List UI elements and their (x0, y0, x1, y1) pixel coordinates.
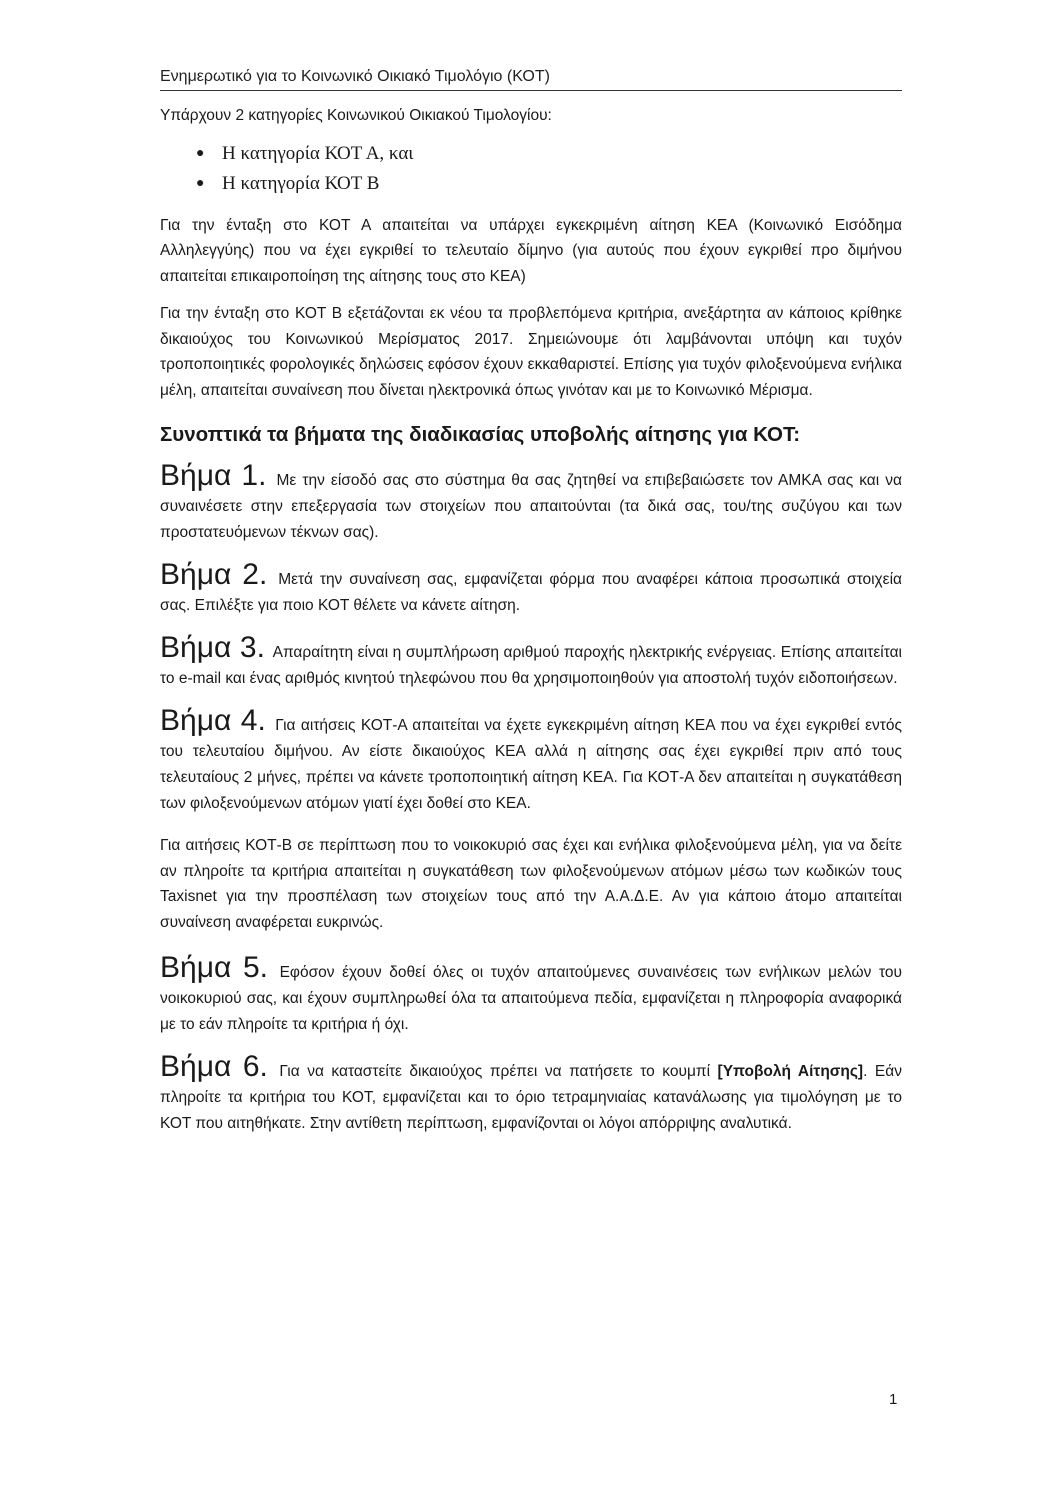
kot-a-paragraph: Για την ένταξη στο ΚΟΤ Α απαιτείται να υπάρχει εγκεκριμένη αίτηση ΚΕΑ (Κοινωνικό Εισόδημα Αλληλεγγύης) που να έχει εγκριθεί το τελευταίο δίμηνο (για αυτούς που έχουν εγκριθεί προ διμήνου απαιτείται επικαιροποίηση της αίτησης τους στο ΚΕΑ) (160, 216, 902, 285)
step-5 (160, 951, 902, 1038)
document-body (160, 103, 902, 1153)
bullet-icon: ● (196, 145, 205, 161)
step-4 (160, 704, 902, 817)
category-list (160, 139, 902, 199)
step-1 (160, 459, 902, 546)
step-text: Εφόσον έχουν δοθεί όλες οι τυχόν απαιτούμενες συναινέσεις των ενήλικων μελών του νοικοκυριού σας, και έχουν συμπληρωθεί όλα τα απαιτούμενα πεδία, εμφανίζεται η πληροφορία αναφορικά με το εάν πληροίτε τα κριτήρια ή όχι. (160, 964, 902, 1033)
step-3 (160, 631, 902, 692)
step-text: Μετά την συναίνεση σας, εμφανίζεται φόρμα που αναφέρει κάποια προσωπικά στοιχεία σας. Επιλέξτε για ποιο ΚΟΤ θέλετε να κάνετε αίτηση. (160, 571, 902, 614)
step-6 (160, 1050, 902, 1137)
step-2 (160, 558, 902, 619)
step-text: . Εάν πληροίτε τα κριτήρια του ΚΟΤ, εμφανίζεται και το όριο τετραμηνιαίας κατανάλωσης για τιμολόγηση με το ΚΟΤ που αιτηθήκατε. Στην αντίθετη περίπτωση, εμφανίζονται οι λόγοι απόρριψης αναλυτικά. (160, 1063, 902, 1132)
step-label: Βήμα 3. (160, 631, 265, 664)
header-divider (160, 90, 902, 91)
kot-b-paragraph: Για την ένταξη στο ΚΟΤ Β εξετάζονται εκ νέου τα προβλεπόμενα κριτήρια, ανεξάρτητα αν κάποιος κρίθηκε δικαιούχος του Κοινωνικού Μερίσματος 2017. Σημειώνουμε ότι λαμβάνονται υπόψη και τυχόν τροποποιητικές φορολογικές δηλώσεις εφόσον έχουν εκκαθαριστεί. Επίσης για τυχόν φιλοξενούμενα ενήλικα μέλη, απαιτείται συναίνεση που δίνεται ηλεκτρονικά όπως γινόταν και με το Κοινωνικό Μέρισμα. (160, 305, 902, 399)
step-label: Βήμα 2. (160, 558, 268, 591)
submit-application-reference: [Υποβολή Αίτησης] (717, 1063, 864, 1080)
step-text: Απαραίτητη είναι η συμπλήρωση αριθμού παροχής ηλεκτρικής ενέργειας. Επίσης απαιτείται το e-mail και ένας αριθμός κινητού τηλεφώνου που θα χρησιμοποιηθούν για αποστολή τυχόν ειδοποιήσεων. (160, 644, 902, 687)
bullet-icon: ● (196, 175, 205, 191)
category-label: Η κατηγορία ΚΟΤ Β (222, 172, 380, 194)
intro-text: Υπάρχουν 2 κατηγορίες Κοινωνικού Οικιακού Τιμολογίου: (160, 107, 552, 124)
step-4-note: Για αιτήσεις ΚΟΤ-Β σε περίπτωση που το νοικοκυριό σας έχει και ενήλικα φιλοξενούμενα μέλη, για να δείτε αν πληροίτε τα κριτήρια απαιτείται η συγκατάθεση των φιλοξενούμενων ατόμων μέσω των κωδικών τους Taxisnet για την προσπέλαση των στοιχείων τους από την Α.Α.Δ.Ε. Αν για κάποιο άτομο απαιτείται συναίνεση αναφέρεται ευκρινώς. (160, 837, 902, 931)
step-text: Για αιτήσεις ΚΟΤ-Α απαιτείται να έχετε εγκεκριμένη αίτηση ΚΕΑ που να έχει εγκριθεί εντός του τελευταίου διμήνου. Αν είστε δικαιούχος ΚΕΑ αλλά η αίτησης σας έχει εγκριθεί πριν από τους τελευταίους 2 μήνες, πρέπει να κάνετε τροποποιητική αίτηση ΚΕΑ. Για ΚΟΤ-Α δεν απαιτείται η συγκατάθεση των φιλοξενούμενων ατόμων γιατί έχει δοθεί στο ΚΕΑ. (160, 717, 902, 812)
page-number: 1 (889, 1391, 898, 1408)
page-header: Ενημερωτικό για το Κοινωνικό Οικιακό Τιμολόγιο (ΚΟΤ) (160, 68, 550, 85)
step-text: Για να καταστείτε δικαιούχος πρέπει να πατήσετε το κουμπί (279, 1063, 711, 1080)
step-text: Με την είσοδό σας στο σύστημα θα σας ζητηθεί να επιβεβαιώσετε τον ΑΜΚΑ σας και να συναινέσετε στην επεξεργασία των στοιχείων που απαιτούνται (τα δικά σας, του/της συζύγου και των προστατευόμενων τέκνων σας). (160, 472, 902, 541)
category-label: Η κατηγορία ΚΟΤ Α, και (222, 142, 414, 164)
step-label: Βήμα 4. (160, 704, 266, 737)
step-label: Βήμα 5. (160, 951, 268, 984)
step-label: Βήμα 1. (160, 459, 267, 492)
step-label: Βήμα 6. (160, 1050, 268, 1083)
list-item (160, 139, 902, 169)
section-heading: Συνοπτικά τα βήματα της διαδικασίας υποβολής αίτησης για ΚΟΤ: (160, 423, 801, 446)
list-item (160, 169, 902, 199)
document-page (160, 0, 902, 1497)
